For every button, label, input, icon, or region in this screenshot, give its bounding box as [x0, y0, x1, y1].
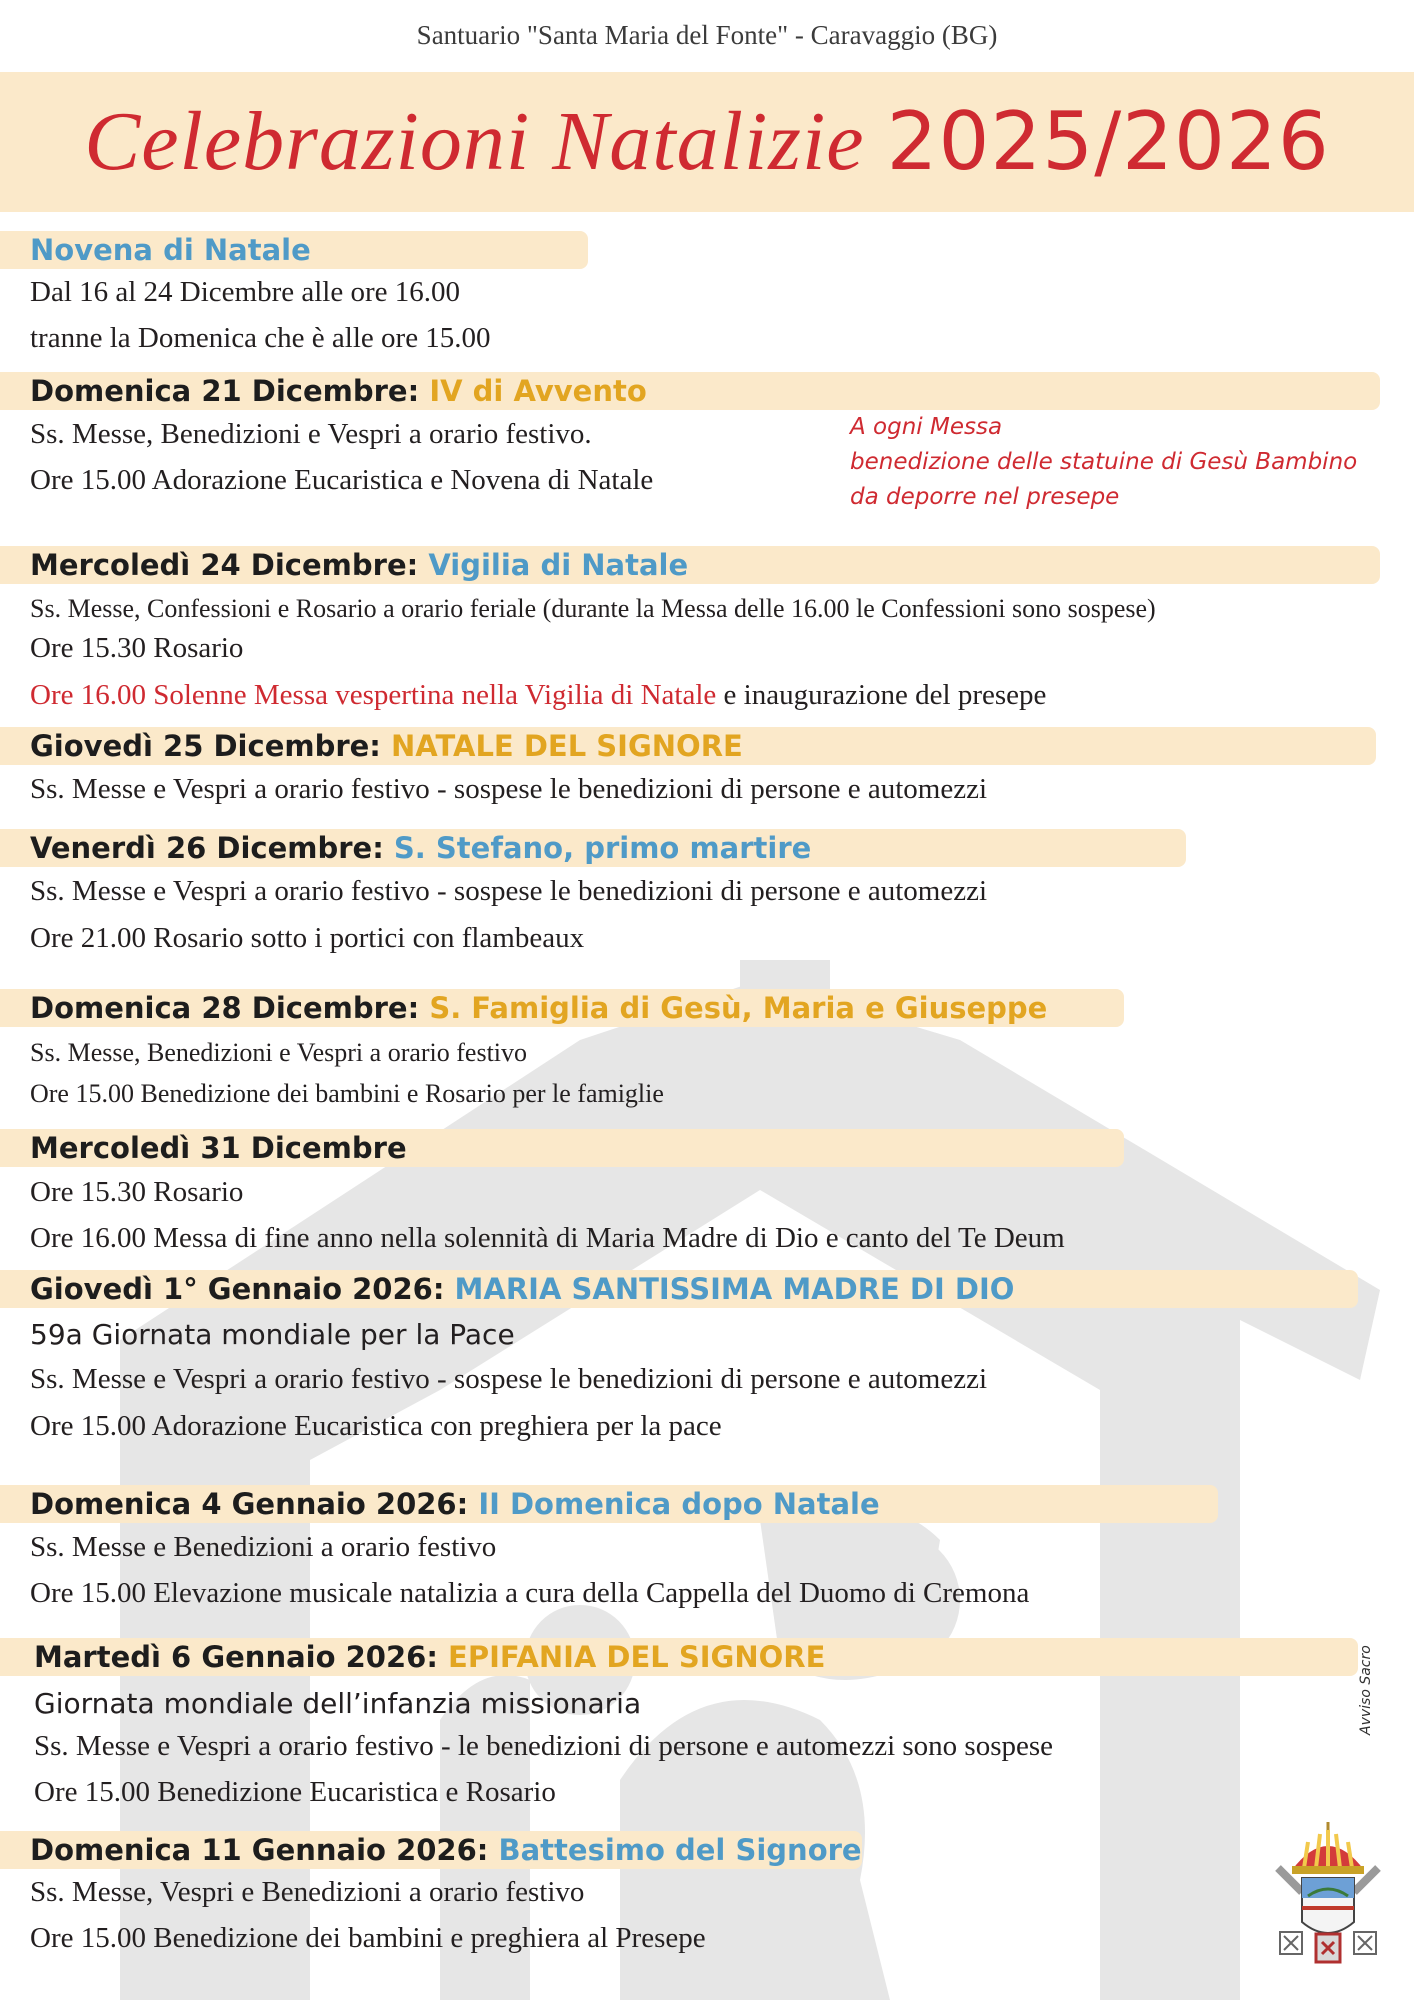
- title-year: 2025/2026: [886, 95, 1330, 188]
- section-line: Ore 15.00 Adorazione Eucaristica con preghiera per la pace: [30, 1410, 722, 1442]
- section-line: tranne la Domenica che è alle ore 15.00: [30, 322, 491, 354]
- section-line: Giornata mondiale dell’infanzia missionaria: [34, 1687, 642, 1720]
- section-heading: Giovedì 1° Gennaio 2026: MARIA SANTISSIMA MADRE DI DIO: [30, 1272, 1015, 1306]
- section-line: Ss. Messe e Vespri a orario festivo - le benedizioni di persone e automezzi sono sospese: [34, 1730, 1054, 1762]
- section-line: Ore 15.30 Rosario: [30, 1176, 244, 1208]
- section-line: Ss. Messe e Vespri a orario festivo - sospese le benedizioni di persone e automezzi: [30, 773, 987, 805]
- section-heading: Domenica 28 Dicembre: S. Famiglia di Gesù, Maria e Giuseppe: [30, 991, 1048, 1025]
- statuette-note: A ogni Messa benedizione delle statuine di Gesù Bambino da deporre nel presepe: [850, 414, 1358, 510]
- page-title: [0, 72, 1414, 212]
- section-line: Ore 15.00 Adorazione Eucaristica e Novena di Natale: [30, 464, 654, 496]
- section-line: Ore 15.30 Rosario: [30, 632, 244, 664]
- title-main: Celebrazioni Natalizie: [84, 95, 887, 188]
- section-heading: Domenica 21 Dicembre: IV di Avvento: [30, 374, 647, 408]
- sanctuary-header: Santuario "Santa Maria del Fonte" - Caravaggio (BG): [416, 20, 998, 50]
- section-line: Ore 21.00 Rosario sotto i portici con flambeaux: [30, 922, 585, 954]
- section-line: Ore 15.00 Benedizione dei bambini e preghiera al Presepe: [30, 1922, 706, 1954]
- section-line: Ss. Messe e Vespri a orario festivo - sospese le benedizioni di persone e automezzi: [30, 1363, 987, 1395]
- section-heading: Martedì 6 Gennaio 2026: EPIFANIA DEL SIGNORE: [34, 1640, 826, 1674]
- section-line: Ore 15.00 Benedizione Eucaristica e Rosario: [34, 1776, 556, 1808]
- section-line: Ss. Messe, Confessioni e Rosario a orario feriale (durante la Messa delle 16.00 le Confessioni sono sospese): [30, 594, 1156, 623]
- section-heading: Domenica 11 Gennaio 2026: Battesimo del Signore: [30, 1833, 862, 1867]
- section-line: Ore 15.00 Benedizione dei bambini e Rosario per le famiglie: [30, 1079, 664, 1108]
- section-line: Ss. Messe e Vespri a orario festivo - sospese le benedizioni di persone e automezzi: [30, 875, 987, 907]
- papal-crest-icon: [1272, 1822, 1384, 1972]
- section-heading: Venerdì 26 Dicembre: S. Stefano, primo martire: [30, 831, 812, 865]
- section-heading: Mercoledì 31 Dicembre: [30, 1131, 407, 1165]
- section-line: Ore 16.00 Solenne Messa vespertina nella Vigilia di Natale e inaugurazione del presepe: [30, 679, 1047, 711]
- section-line: Ss. Messe, Benedizioni e Vespri a orario festivo: [30, 1038, 528, 1067]
- section-line: Ss. Messe, Vespri e Benedizioni a orario festivo: [30, 1876, 585, 1908]
- section-heading: Novena di Natale: [30, 233, 311, 267]
- signature-text: Avviso Sacro: [1358, 1645, 1374, 1735]
- section-heading: Giovedì 25 Dicembre: NATALE DEL SIGNORE: [30, 729, 743, 763]
- section-line: Ss. Messe e Benedizioni a orario festivo: [30, 1531, 497, 1563]
- section-line: Dal 16 al 24 Dicembre alle ore 16.00: [30, 276, 461, 308]
- section-heading: Mercoledì 24 Dicembre: Vigilia di Natale: [30, 548, 689, 582]
- section-line: Ore 15.00 Elevazione musicale natalizia a cura della Cappella del Duomo di Cremona: [30, 1577, 1030, 1609]
- section-line: Ore 16.00 Messa di fine anno nella solennità di Maria Madre di Dio e canto del Te Deum: [30, 1222, 1065, 1254]
- section-line: Ss. Messe, Benedizioni e Vespri a orario festivo.: [30, 418, 592, 450]
- section-line: 59a Giornata mondiale per la Pace: [30, 1318, 515, 1351]
- section-heading: Domenica 4 Gennaio 2026: II Domenica dopo Natale: [30, 1487, 880, 1521]
